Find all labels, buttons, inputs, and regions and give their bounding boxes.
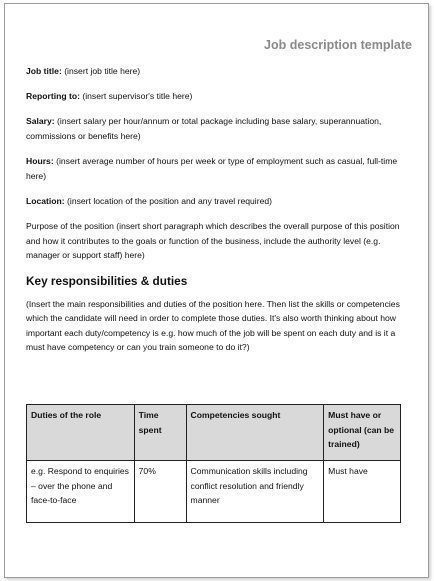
table-header-cell: Competencies sought xyxy=(186,405,324,461)
field-label: Reporting to: xyxy=(26,91,80,102)
field-text: (insert salary per hour/annum or total package including base salary, superannuation, commissions or benefits here) xyxy=(26,116,382,141)
field-location xyxy=(26,194,402,209)
section-heading: Key responsibilities & duties xyxy=(26,273,188,288)
field-label: Salary: xyxy=(26,116,55,127)
field-text: (insert supervisor's title here) xyxy=(79,91,193,102)
table-cell: e.g. Respond to enquiries – over the phone and face-to-face xyxy=(27,461,135,523)
table-cell: Communication skills including conflict resolution and friendly manner xyxy=(186,461,324,523)
purpose-paragraph: Purpose of the position (insert short paragraph which describes the overall purpose of this position and how it contributes to the goals or function of the business, include the authority level (e.g. manager or support staff) here) xyxy=(26,221,400,261)
table-row xyxy=(27,461,401,523)
field-salary xyxy=(26,114,402,143)
field-text: (insert average number of hours per week or type of employment such as casual, full-time here) xyxy=(26,156,398,181)
document-title: Job description template xyxy=(264,38,412,52)
table-header-row xyxy=(27,405,401,461)
field-job-title xyxy=(26,64,402,79)
duties-table xyxy=(26,404,401,523)
field-label: Hours: xyxy=(26,156,54,167)
table-header-cell: Must have or optional (can be trained) xyxy=(324,405,401,461)
field-hours xyxy=(26,154,402,183)
document-body xyxy=(26,64,402,365)
table-header-cell: Time spent xyxy=(134,405,186,461)
field-label: Location: xyxy=(26,195,65,206)
table-cell: 70% xyxy=(134,461,186,523)
field-text: (insert job title here) xyxy=(61,66,141,76)
field-reporting-to xyxy=(26,89,402,104)
section-intro: (Insert the main responsibilities and duties of the position here. Then list the skills or competencies which the candidate will need in order to complete those duties. It's also worth thinking about how important each duty/competency is e.g. how much of the job will be spent on each duty and is it a must have competency or can you train someone to do it?) xyxy=(26,298,400,353)
field-text: (insert location of the position and any travel required) xyxy=(64,195,272,206)
table-cell: Must have xyxy=(324,461,401,523)
field-label: Job title: xyxy=(26,66,62,76)
table-header-cell: Duties of the role xyxy=(27,405,135,461)
